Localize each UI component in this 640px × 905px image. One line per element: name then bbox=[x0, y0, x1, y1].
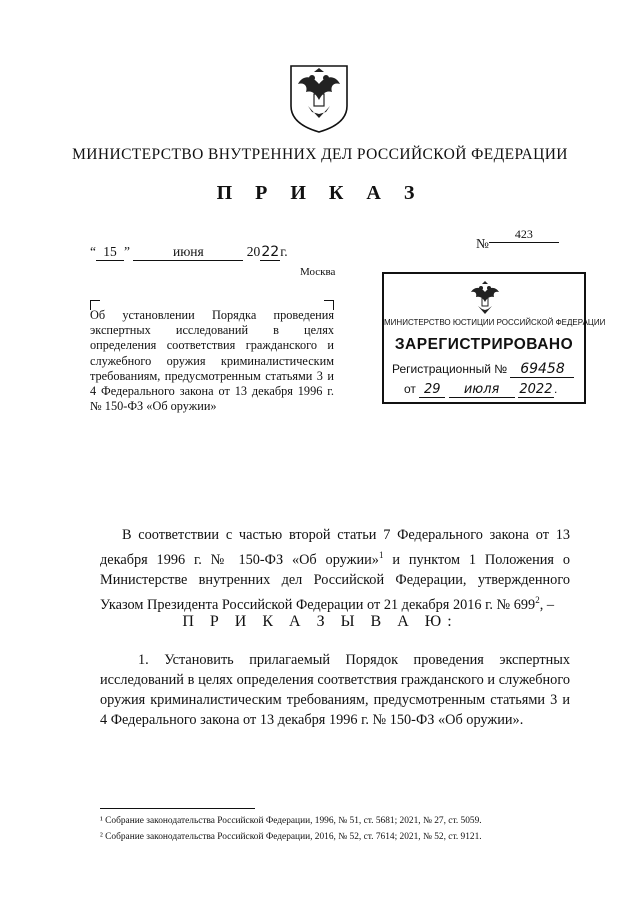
stamp-date-day: 29 bbox=[419, 382, 445, 398]
order-number bbox=[476, 227, 559, 253]
stamp-date bbox=[404, 382, 557, 398]
number-sign: № bbox=[476, 236, 489, 251]
ministry-header: МИНИСТЕРСТВО ВНУТРЕННИХ ДЕЛ РОССИЙСКОЙ ФЕДЕРАЦИИ bbox=[72, 146, 568, 163]
date-year-prefix: 20 bbox=[246, 244, 261, 259]
state-emblem-icon bbox=[286, 62, 352, 134]
number-value: 423 bbox=[489, 227, 559, 243]
footnote-ref-2: 2 bbox=[535, 594, 540, 605]
footnote-2: ² Собрание законодательства Российской Федерации, 2016, № 52, ст. 7614; 2021, № 52, ст. 9121. bbox=[100, 832, 482, 842]
preamble-part-2: и пунктом 1 Положения о Министерстве внутренних дел Российской Федерации, утвержденного Указом Президента Российской Федерации от 21 декабря 2016 г. № 699 bbox=[100, 551, 570, 613]
document-type-heading: П Р И К А З bbox=[216, 182, 424, 204]
stamp-status: ЗАРЕГИСТРИРОВАНО bbox=[394, 336, 574, 353]
order-title: Об установлении Порядка проведения экспертных исследований в целях определения соответствия гражданского и служебного оружия криминалистическим требованиям, предусмотренным статьями 3 и 4 Федерального закона от 13 декабря 1996 г. № 150-ФЗ «Об оружии» bbox=[90, 308, 334, 414]
order-city: Москва bbox=[300, 266, 336, 278]
order-directive-heading: П Р И К А З Ы В А Ю: bbox=[182, 613, 458, 630]
stamp-registration bbox=[392, 361, 574, 378]
preamble-part-3: , – bbox=[539, 596, 554, 613]
footnote-separator bbox=[100, 808, 255, 809]
preamble-paragraph bbox=[100, 525, 570, 615]
registration-stamp bbox=[382, 272, 606, 404]
order-date bbox=[90, 244, 288, 261]
stamp-date-year: 2022 bbox=[519, 382, 553, 397]
date-year-mark: г. bbox=[280, 244, 288, 259]
stamp-date-suffix: . bbox=[553, 382, 558, 396]
stamp-date-month: июля bbox=[449, 382, 515, 398]
date-year-suffix: 22 bbox=[261, 244, 280, 260]
order-item-1: 1. Установить прилагаемый Порядок проведения экспертных исследований в целях определения соответствия гражданского и служебного оружия криминалистическим требованиям, предусмотренным статьями 3 и 4 Федерального закона от 13 декабря 1996 г. № 150-ФЗ «Об оружии». bbox=[100, 652, 570, 728]
footnote-1: ¹ Собрание законодательства Российской Федерации, 1996, № 51, ст. 5681; 2021, № 27, ст. 5059. bbox=[100, 816, 482, 826]
date-day: 15 bbox=[96, 244, 124, 261]
footnote-ref-1: 1 bbox=[378, 550, 384, 560]
stamp-emblem-icon bbox=[468, 280, 502, 316]
date-close-quote: ” bbox=[124, 244, 130, 259]
date-month: июня bbox=[133, 244, 243, 261]
stamp-reg-number: 69458 bbox=[510, 361, 574, 378]
stamp-date-prefix: от bbox=[404, 382, 416, 396]
preamble-part-1: В соответствии с частью второй статьи 7 Федерального закона от 13 декабря 1996 г. № 150-ФЗ «Об оружии» bbox=[100, 527, 570, 568]
stamp-ministry: МИНИСТЕРСТВО ЮСТИЦИИ РОССИЙСКОЙ ФЕДЕРАЦИИ bbox=[384, 318, 606, 327]
date-open-quote: “ bbox=[90, 244, 96, 259]
stamp-reg-label: Регистрационный № bbox=[392, 362, 508, 376]
